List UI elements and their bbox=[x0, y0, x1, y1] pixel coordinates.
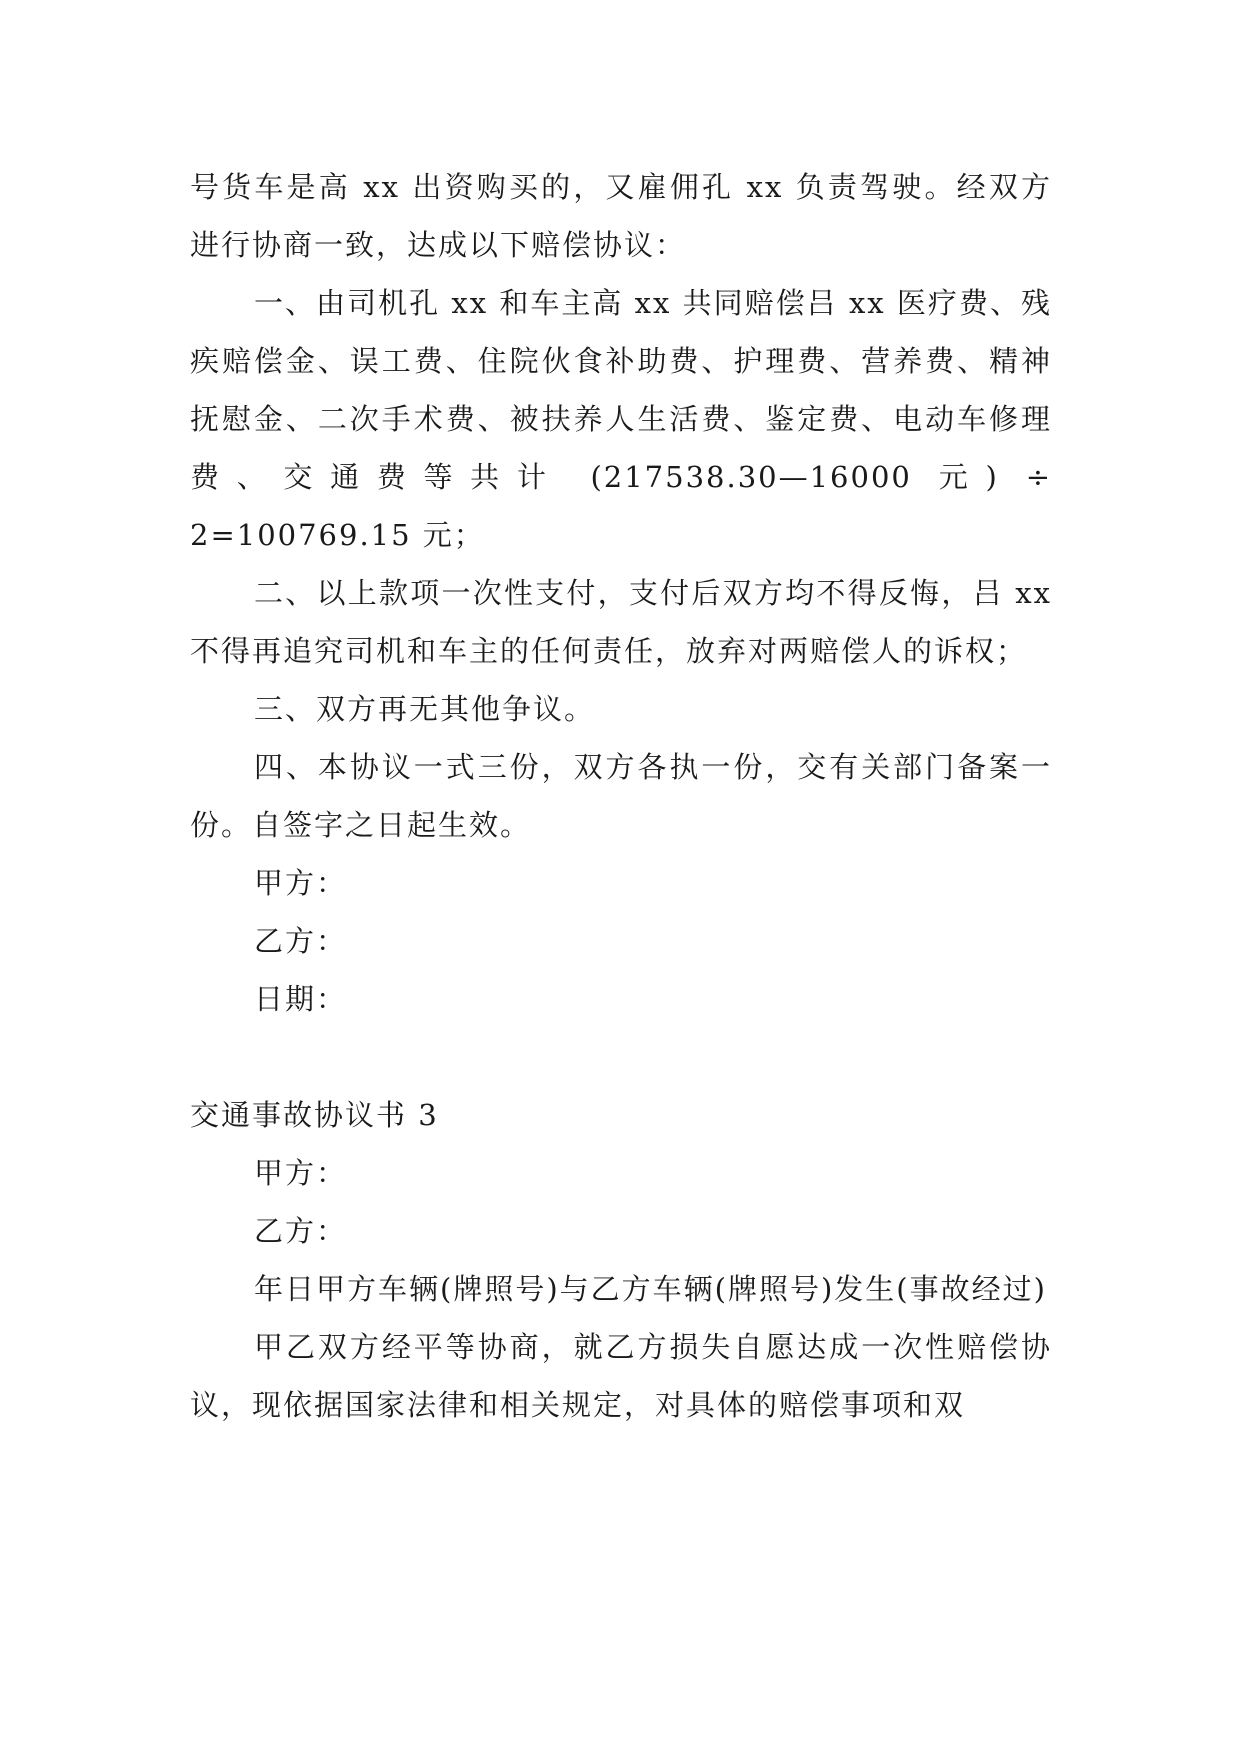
party-b-label: 乙方： bbox=[254, 924, 348, 958]
document-page bbox=[190, 158, 1052, 1434]
section-party-a-label: 甲方： bbox=[254, 1156, 348, 1190]
section-title: 交通事故协议书 3 bbox=[190, 1098, 439, 1132]
section-paragraph-accident: 年日甲方车辆(牌照号)与乙方车辆(牌照号)发生(事故经过) bbox=[254, 1272, 1047, 1306]
section-party-b-label: 乙方： bbox=[254, 1214, 348, 1248]
paragraph-clause-3: 三、双方再无其他争议。 bbox=[254, 692, 596, 726]
paragraph-clause-2: 二、以上款项一次性支付，支付后双方均不得反悔，吕 xx 不得再追究司机和车主的任何责任，放弃对两赔偿人的诉权； bbox=[190, 576, 1052, 668]
paragraph-intro: 号货车是高 xx 出资购买的，又雇佣孔 xx 负责驾驶。经双方进行协商一致，达成以下赔偿协议： bbox=[190, 170, 1052, 262]
section-paragraph-agreement: 甲乙双方经平等协商，就乙方损失自愿达成一次性赔偿协议，现依据国家法律和相关规定，对具体的赔偿事项和双 bbox=[190, 1330, 1052, 1422]
date-label: 日期： bbox=[254, 982, 348, 1016]
paragraph-clause-4: 四、本协议一式三份，双方各执一份，交有关部门备案一份。自签字之日起生效。 bbox=[190, 750, 1052, 842]
party-a-label: 甲方： bbox=[254, 866, 348, 900]
section-gap bbox=[190, 1028, 1052, 1086]
paragraph-clause-1: 一、由司机孔 xx 和车主高 xx 共同赔偿吕 xx 医疗费、残疾赔偿金、误工费、住院伙食补助费、护理费、营养费、精神抚慰金、二次手术费、被扶养人生活费、鉴定费、电动车修理费、交通费等共计 (217538.30—16000 元) ÷ 2=100769.15 元； bbox=[190, 286, 1052, 552]
